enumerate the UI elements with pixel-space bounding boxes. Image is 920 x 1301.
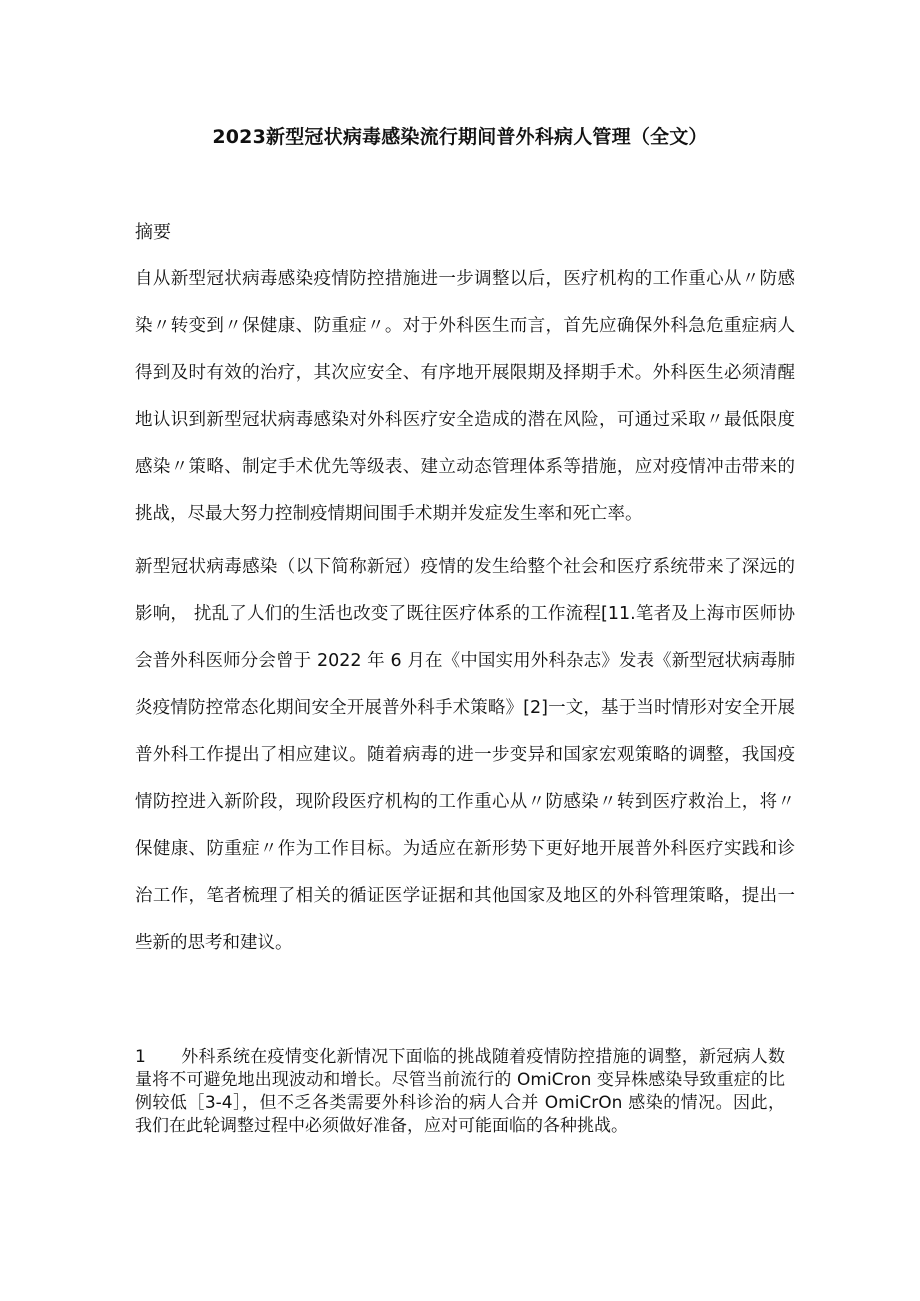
abstract-paragraph: 自从新型冠状病毒感染疫情防控措施进一步调整以后，医疗机构的工作重心从〃防感染〃转变到〃保健康、防重症〃。对于外科医生而言，首先应确保外科急危重症病人得到及时有效的治疗，其次应安全、有序地开展限期及择期手术。外科医生必须清醒地认识到新型冠状病毒感染对外科医疗安全造成的潜在风险，可通过采取〃最低限度感染〃策略、制定手术优先等级表、建立动态管理体系等措施，应对疫情冲击带来的挑战，尽最大努力控制疫情期间围手术期并发症发生率和死亡率。 — [135, 269, 795, 524]
section-1 — [135, 1046, 785, 1138]
abstract-heading: 摘要 — [135, 222, 171, 243]
section-text: 外科系统在疫情变化新情况下面临的挑战随着疫情防控措施的调整，新冠病人数量将不可避免地出现波动和增长。尽管当前流行的 OmiCron 变异株感染导致重症的比例较低［3-4］，但不乏各类需要外科诊治的病人合并 OmiCrOn 感染的情况。因此，我们在此轮调整过程中必须做好准备，应对可能面临的各种挑战。 — [135, 1047, 785, 1136]
document-title: 2023新型冠状病毒感染流行期间普外科病人管理（全文） — [212, 126, 708, 148]
section-number: 1 — [135, 1047, 146, 1067]
intro-paragraph: 新型冠状病毒感染（以下简称新冠）疫情的发生给整个社会和医疗系统带来了深远的影响， 扰乱了人们的生活也改变了既往医疗体系的工作流程[11.笔者及上海市医师协会普外科医师分会曾于 2022 年 6 月在《中国实用外科杂志》发表《新型冠状病毒肺炎疫情防控常态化期间安全开展普外科手术策略》[2]一文，基于当时情形对安全开展普外科工作提出了相应建议。随着病毒的进一步变异和国家宏观策略的调整，我国疫情防控进入新阶段，现阶段医疗机构的工作重心从〃防感染〃转到医疗救治上，将〃保健康、防重症〃作为工作目标。为适应在新形势下更好地开展普外科医疗实践和诊治工作，笔者梳理了相关的循证医学证据和其他国家及地区的外科管理策略，提出一些新的思考和建议。 — [135, 557, 795, 953]
